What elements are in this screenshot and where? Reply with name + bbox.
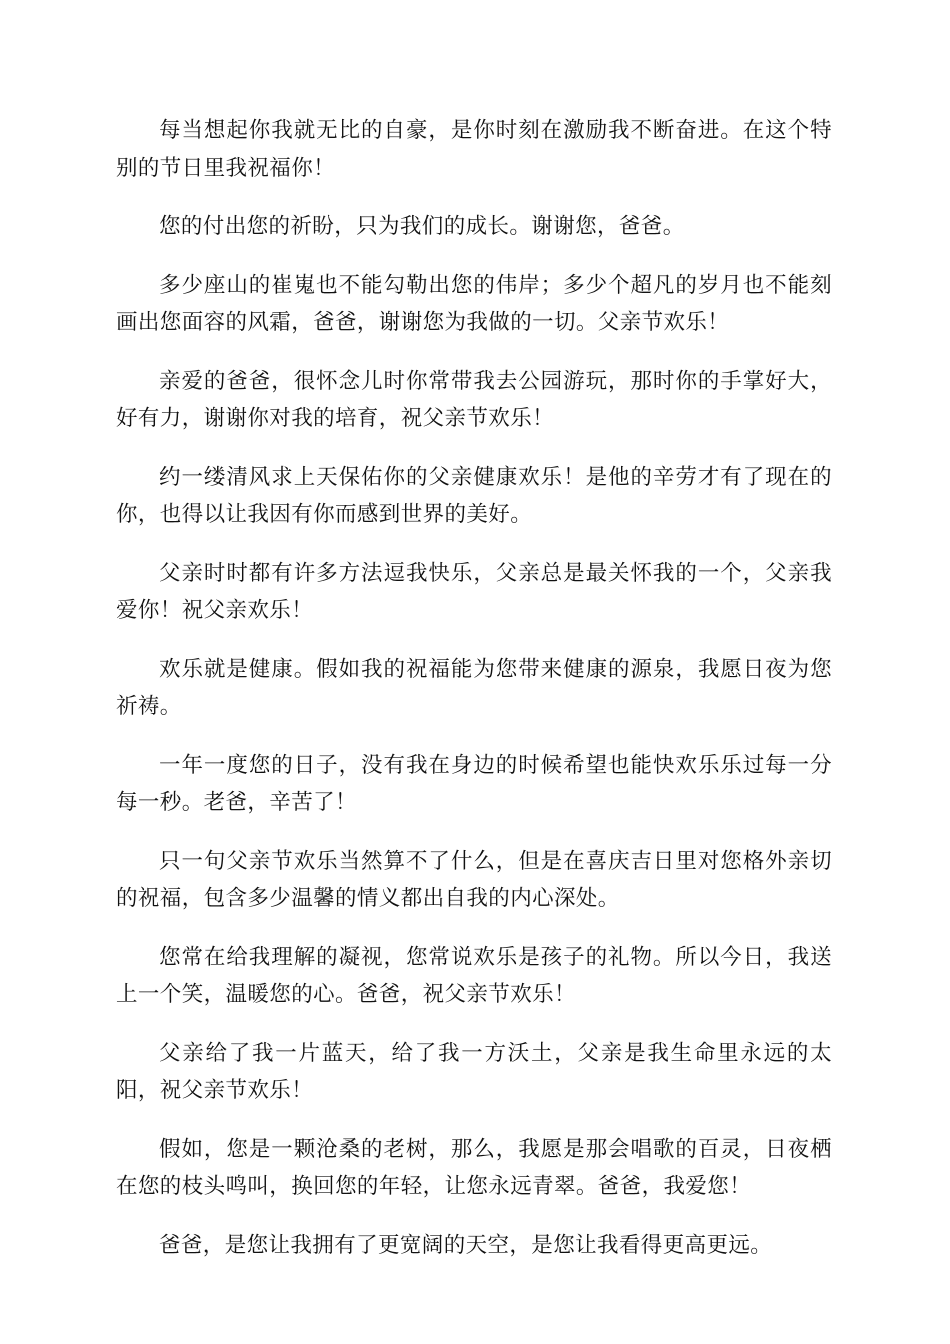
paragraph-2: 您的付出您的祈盼，只为我们的成长。谢谢您，爸爸。	[159, 214, 685, 239]
paragraph-5: 约一缕清风求上天保佑你的父亲健康欢乐！是他的辛劳才有了现在的你，也得以让我因有你而感到世界的美好。	[116, 464, 832, 527]
paragraph-6: 父亲时时都有许多方法逗我快乐，父亲总是最关怀我的一个，父亲我爱你！祝父亲欢乐！	[116, 560, 832, 623]
paragraph-12: 假如，您是一颗沧桑的老树，那么，我愿是那会唱歌的百灵，日夜栖在您的枝头鸣叫，换回您的年轻，让您永远青翠。爸爸，我爱您！	[116, 1136, 832, 1199]
paragraph-4: 亲爱的爸爸，很怀念儿时你常带我去公园游玩，那时你的手掌好大，好有力，谢谢你对我的培育，祝父亲节欢乐！	[116, 368, 832, 431]
paragraph-13: 爸爸，是您让我拥有了更宽阔的天空，是您让我看得更高更远。	[159, 1232, 773, 1258]
paragraph-7: 欢乐就是健康。假如我的祝福能为您带来健康的源泉，我愿日夜为您祈祷。	[116, 656, 832, 719]
paragraph-10: 您常在给我理解的凝视，您常说欢乐是孩子的礼物。所以今日，我送上一个笑，温暖您的心。爸爸，祝父亲节欢乐！	[116, 944, 832, 1007]
paragraph-9: 只一句父亲节欢乐当然算不了什么，但是在喜庆吉日里对您格外亲切的祝福，包含多少温馨的情义都出自我的内心深处。	[116, 848, 832, 911]
paragraph-8: 一年一度您的日子，没有我在身边的时候希望也能快欢乐乐过每一分每一秒。老爸，辛苦了！	[116, 752, 832, 815]
paragraph-1: 每当想起你我就无比的自豪，是你时刻在激励我不断奋进。在这个特别的节日里我祝福你！	[116, 118, 832, 181]
paragraph-11: 父亲给了我一片蓝天，给了我一方沃土，父亲是我生命里永远的太阳，祝父亲节欢乐！	[116, 1040, 832, 1103]
document-page	[116, 112, 832, 1285]
paragraph-3: 多少座山的崔嵬也不能勾勒出您的伟岸；多少个超凡的岁月也不能刻画出您面容的风霜，爸爸，谢谢您为我做的一切。父亲节欢乐！	[116, 272, 832, 335]
